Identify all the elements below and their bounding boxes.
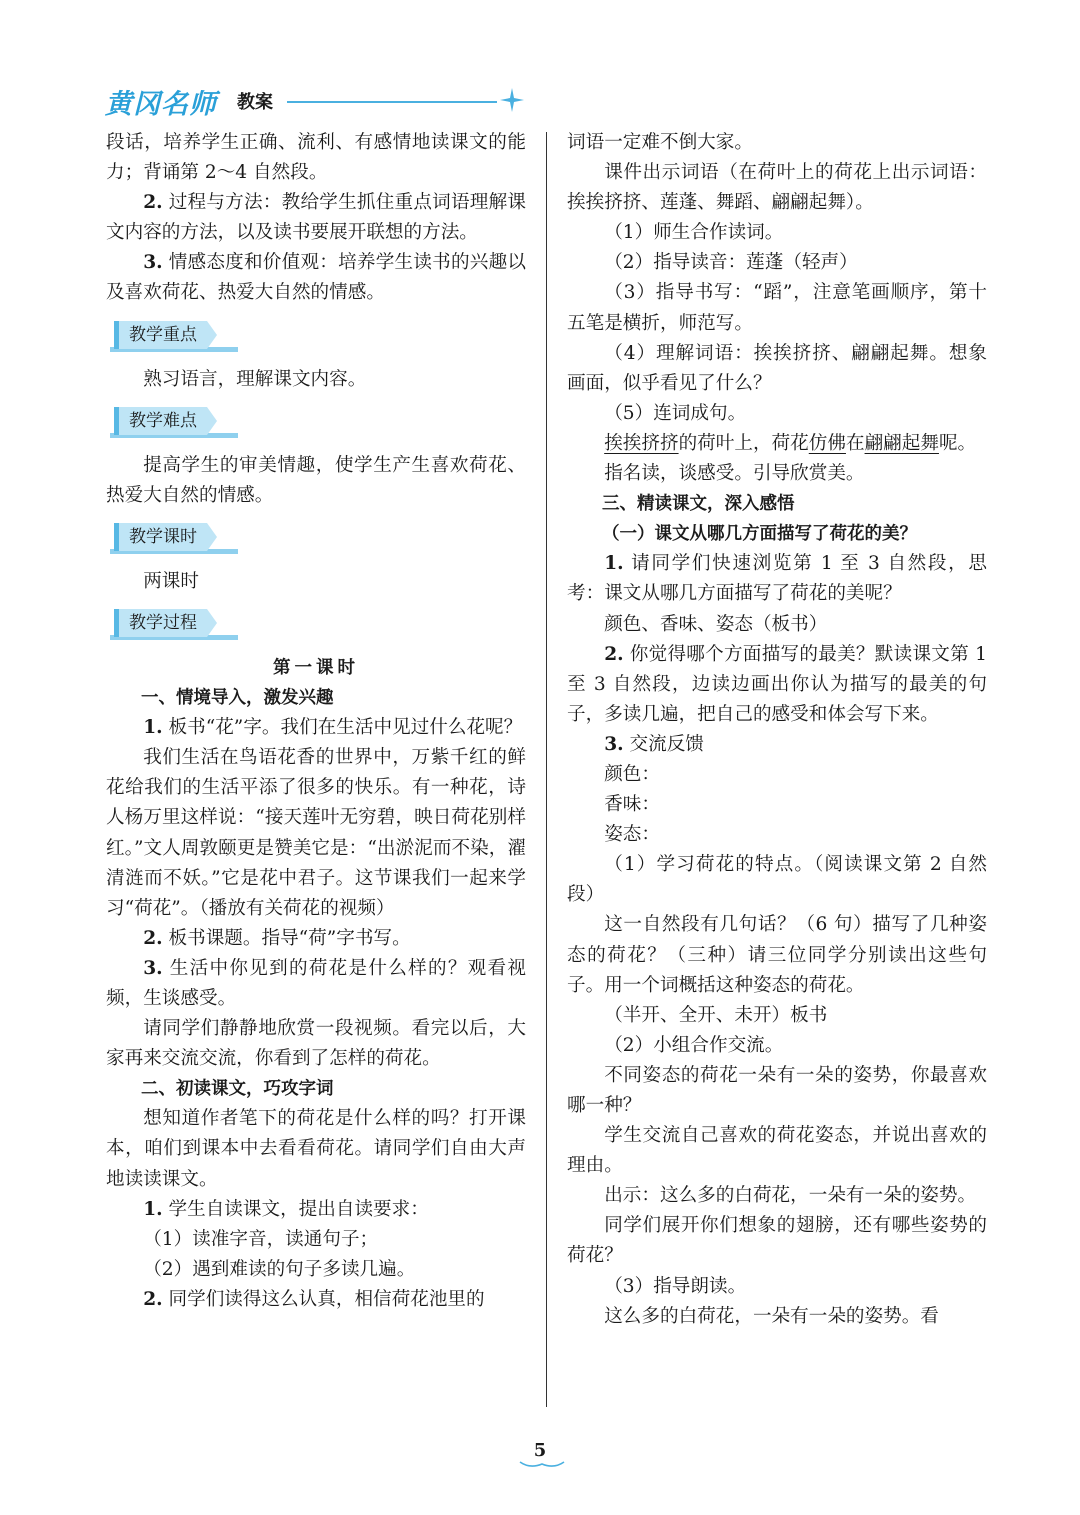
requirement-1: （1）读准字音，读通句子； bbox=[143, 1228, 379, 1250]
continued-text: 词语一定难不倒大家。 bbox=[567, 132, 753, 153]
paragraph-analysis: 这一自然段有几句话？（6 句）描写了几种姿态的荷花？（三种）请三位同学分别读出这些句子。用一个词概括这种姿态的荷花。 bbox=[567, 914, 987, 996]
section-tag-label: 教学重点 bbox=[114, 321, 207, 349]
step-number: 1. bbox=[143, 1198, 163, 1220]
hours-text: 两课时 bbox=[143, 570, 199, 592]
page-number: 5 bbox=[533, 1440, 547, 1461]
left-column bbox=[106, 128, 526, 1315]
final-line: 这么多的白荷花，一朵有一朵的姿势。看 bbox=[604, 1305, 939, 1327]
vocab-step-5: （5）连词成句。 bbox=[604, 402, 747, 424]
feedback-color: 颜色： bbox=[604, 763, 660, 785]
underlined-word: 仿佛 bbox=[808, 432, 846, 454]
step-text: 交流反馈 bbox=[623, 733, 704, 755]
vocab-step-3: （3）指导书写：“蹈”，注意笔画顺序，第十五笔是横折，师范写。 bbox=[567, 282, 987, 334]
requirement-2: （2）遇到难读的句子多读几遍。 bbox=[143, 1258, 416, 1280]
objective-3-number: 3. bbox=[143, 252, 163, 274]
section-tag-label: 教学课时 bbox=[114, 523, 207, 551]
section-tag-difficulties bbox=[110, 407, 526, 439]
section-tag-hours bbox=[110, 523, 526, 555]
objective-3 bbox=[106, 248, 526, 308]
step-4 bbox=[106, 1195, 526, 1225]
step-3 bbox=[106, 954, 526, 1014]
study-step-2: （2）小组合作交流。 bbox=[604, 1034, 784, 1056]
brand-logo: 黄冈名师 bbox=[105, 89, 217, 120]
section-heading-3: 三、精读课文，深入感悟 bbox=[602, 494, 795, 515]
question-3 bbox=[567, 730, 987, 760]
discussion-question: 不同姿态的荷花一朵有一朵的姿势，你最喜欢哪一种？ bbox=[567, 1064, 987, 1116]
section-tag-label: 教学难点 bbox=[114, 407, 207, 435]
video-paragraph: 请同学们静静地欣赏一段视频。看完以后，大家再来交流交流，你看到了怎样的荷花。 bbox=[106, 1018, 526, 1070]
question-1 bbox=[567, 549, 987, 609]
section-tag-process bbox=[110, 609, 526, 641]
objective-2-text: 过程与方法：教给学生抓住重点词语理解课文内容的方法，以及读书要展开联想的方法。 bbox=[106, 192, 526, 244]
step-text: 你觉得哪个方面描写的最美？默读课文第 1 至 3 自然段，边读边画出你认为描写的最美的句子，多读几遍，把自己的感受和体会写下来。 bbox=[567, 643, 987, 725]
vocab-step-2: （2）指导读音：莲蓬（轻声） bbox=[604, 252, 858, 274]
step-number: 3. bbox=[604, 733, 624, 755]
board-note: 颜色、香味、姿态（板书） bbox=[604, 613, 828, 635]
feedback-scent: 香味： bbox=[604, 794, 660, 816]
vocab-step-4: （4）理解词语：挨挨挤挤、翩翩起舞。想象画面，似乎看见了什么？ bbox=[567, 342, 987, 394]
imagination-prompt: 同学们展开你们想象的翅膀，还有哪些姿势的荷花？ bbox=[567, 1215, 987, 1267]
step-number: 1. bbox=[604, 553, 624, 575]
example-sentence bbox=[567, 429, 987, 459]
step-text: 同学们读得这么认真，相信荷花池里的 bbox=[162, 1288, 485, 1310]
step-number: 2. bbox=[143, 1288, 163, 1310]
step-5 bbox=[106, 1285, 526, 1315]
step-text: 请同学们快速浏览第 1 至 3 自然段，思考：课文从哪几方面描写了荷花的美呢？ bbox=[567, 553, 987, 605]
lesson-title: 第一课时 bbox=[273, 657, 359, 678]
sparkle-star-icon bbox=[499, 87, 525, 113]
difficulties-text: 提高学生的审美情趣，使学生产生喜欢荷花、热爱大自然的情感。 bbox=[106, 454, 526, 506]
objective-1-text: 段话，培养学生正确、流利、有感情地读课文的能力；背诵第 2～4 自然段。 bbox=[106, 132, 526, 184]
sentence-text: 呢。 bbox=[938, 432, 977, 454]
sentence-text: 在 bbox=[845, 432, 865, 454]
header-rule bbox=[287, 101, 497, 103]
step-text: 板书“花”字。我们在生活中见过什么花呢？ bbox=[162, 717, 523, 739]
reading-paragraph: 想知道作者笔下的荷花是什么样的吗？打开课本，咱们到课本中去看看荷花。请同学们自由大声地读读课文。 bbox=[106, 1108, 526, 1190]
vocab-step-1: （1）师生合作读词。 bbox=[604, 222, 784, 244]
step-text: 生活中你见到的荷花是什么样的？观看视频，生谈感受。 bbox=[106, 957, 526, 1009]
feedback-posture: 姿态： bbox=[604, 824, 660, 846]
board-note-2: （半开、全开、未开）板书 bbox=[604, 1004, 828, 1026]
page-header bbox=[105, 82, 435, 122]
wave-ornament-icon bbox=[518, 1460, 566, 1468]
step-number: 1. bbox=[143, 717, 163, 739]
intro-paragraph: 我们生活在鸟语花香的世界中，万紫千红的鲜花给我们的生活平添了很多的快乐。有一种花，诗人杨万里这样说：“接天莲叶无穷碧，映日荷花别样红。”文人周敦颐更是赞美它是：“出淤泥而不染，濯清涟而不妖。”它是花中君子。这节课我们一起来学习“荷花”。（播放有关荷花的视频） bbox=[106, 747, 526, 919]
step-number: 2. bbox=[604, 643, 624, 665]
student-exchange: 学生交流自己喜欢的荷花姿态，并说出喜欢的理由。 bbox=[567, 1125, 987, 1177]
key-points-text: 熟习语言，理解课文内容。 bbox=[143, 368, 367, 390]
step-number: 3. bbox=[143, 957, 163, 979]
section-heading-1: 一、情境导入，激发兴趣 bbox=[141, 688, 334, 709]
section-heading-2: 二、初读课文，巧攻字词 bbox=[141, 1079, 334, 1100]
underlined-word: 翩翩起舞 bbox=[864, 432, 939, 454]
step-text: 板书课题。指导“荷”字书写。 bbox=[162, 927, 411, 949]
question-2 bbox=[567, 640, 987, 730]
section-tag-key-points bbox=[110, 321, 526, 353]
brand-subtitle: 教案 bbox=[237, 92, 273, 113]
step-number: 2. bbox=[143, 927, 163, 949]
step-2 bbox=[106, 924, 526, 954]
sentence-text: 的荷叶上，荷花 bbox=[678, 432, 809, 454]
objective-2 bbox=[106, 188, 526, 248]
study-step-3: （3）指导朗读。 bbox=[604, 1275, 747, 1297]
underlined-word: 挨挨挤挤 bbox=[604, 432, 679, 454]
step-text: 学生自读课文，提出自读要求： bbox=[162, 1198, 429, 1220]
objective-2-number: 2. bbox=[143, 192, 163, 214]
sub-heading-1: （一）课文从哪几方面描写了荷花的美？ bbox=[602, 524, 917, 545]
column-divider bbox=[546, 132, 547, 1407]
right-column bbox=[567, 128, 987, 1332]
read-feel-text: 指名读，谈感受。引导欣赏美。 bbox=[604, 463, 865, 485]
section-tag-label: 教学过程 bbox=[114, 609, 207, 637]
study-step-1: （1）学习荷花的特点。（阅读课文第 2 自然段） bbox=[567, 854, 987, 906]
objective-3-text: 情感态度和价值观：培养学生读书的兴趣以及喜欢荷花、热爱大自然的情感。 bbox=[106, 252, 526, 304]
display-sentence: 出示：这么多的白荷花，一朵有一朵的姿势。 bbox=[604, 1185, 977, 1207]
vocab-display: 课件出示词语（在荷叶上的荷花上出示词语：挨挨挤挤、莲蓬、舞蹈、翩翩起舞）。 bbox=[567, 162, 987, 214]
step-1 bbox=[106, 713, 526, 743]
